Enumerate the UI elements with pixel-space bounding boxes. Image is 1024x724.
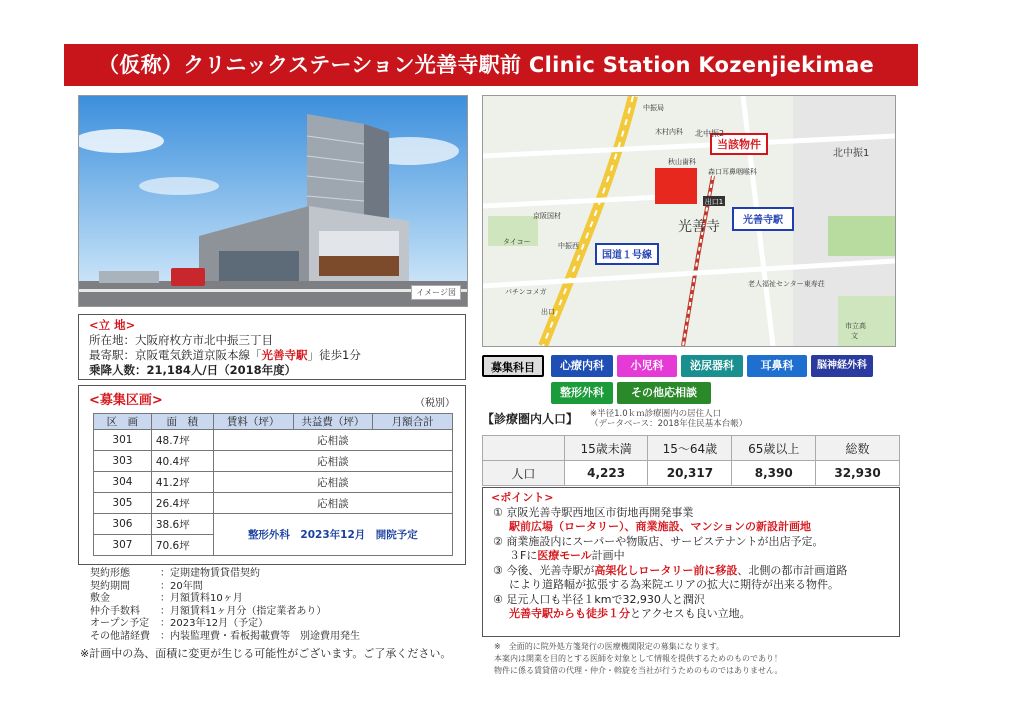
contract-row [90,581,360,594]
contract-terms [90,568,360,644]
dept-badge: 整形外科 [551,382,613,404]
station-map-text: 光善寺 [678,219,720,235]
term-value: ：内装監理費・看板掲載費等 別途費用発生 [160,630,360,642]
area-cell: 41.2坪 [151,472,213,493]
location-heading: <立 地> [89,318,136,332]
term-key: オープン予定 [90,618,150,630]
col-header: 15歳未満 [564,436,648,461]
table-row [94,430,453,451]
map-label: 市立高 [845,322,866,330]
tax-note: （税別） [415,398,455,409]
map-label: タイコー [503,238,531,246]
units-table [93,413,453,556]
dept-badge: 心療内科 [551,355,613,377]
point-1: ① 京阪光善寺駅西地区市街地再開発事業 [493,505,694,519]
population-note-1: ※半径1.0ｋｍ診療圏内の居住人口 [590,409,722,419]
property-label: 当該物件 [717,138,761,151]
dept-badge: その他応相談 [617,382,711,404]
col-header: 区 画 [94,414,152,430]
population-note [590,409,747,429]
point-3 [491,564,891,579]
address-line: 所在地：大阪府枚方市北中振三丁目 [89,333,273,347]
table-row [94,514,453,535]
map-label: 木村内科 [655,128,683,136]
contract-row [90,593,360,606]
area-label-2: 北中振2 [695,129,725,138]
unit-cell: 307 [94,535,152,556]
merged-note-cell: 整形外科 2023年12月 開院予定 [213,514,452,556]
price-cell: 応相談 [213,472,452,493]
term-key: 仲介手数料 [90,605,140,617]
term-value: ：20年間 [160,580,203,592]
departments-label: 募集科目 [482,355,544,377]
population-value: 8,390 [732,461,816,486]
table-header-row [483,436,900,461]
col-header: 賃料（坪） [213,414,293,430]
table-row [94,451,453,472]
term-value: ：定期建物賃貸借契約 [160,568,260,579]
property-marker [655,168,697,204]
page-title: （仮称）クリニックステーション光善寺駅前 Clinic Station Kozenjiekimae [64,44,918,86]
map-label: パチンコメガ [505,288,547,296]
unit-cell: 301 [94,430,152,451]
population-table [482,435,900,486]
dept-badge: 耳鼻科 [747,355,807,377]
area-cell: 40.4坪 [151,451,213,472]
point-1-detail: 駅前広場（ロータリー）、商業施設、マンションの新設計画地 [509,520,812,533]
point-2-prefix: ３Fに [509,549,538,562]
map-label: 中振西 [558,242,579,250]
term-key: 契約形態 [90,568,130,579]
exit-label: 出口1 [704,198,724,206]
map-label: 京阪国材 [533,212,561,220]
unit-cell: 305 [94,493,152,514]
dept-badge: 脳神経外科 [811,355,873,377]
points-heading: <ポイント> [491,491,554,504]
point-4-detail [491,607,891,622]
term-value: ：2023年12月（予定） [160,618,269,630]
unit-cell: 306 [94,514,152,535]
col-header: 月額合計 [373,414,453,430]
table-row [483,461,900,486]
dept-badge: 泌尿器科 [681,355,743,377]
station-line [89,348,455,363]
point-3-prefix: ③ 今後、光善寺駅が [493,563,595,577]
population-value: 32,930 [816,461,900,486]
recruit-heading: <募集区画> [89,393,163,408]
point-4-highlight: 光善寺駅からも徒歩１分 [509,607,630,620]
population-value: 4,223 [564,461,648,486]
population-value: 20,317 [648,461,732,486]
contract-row [90,606,360,619]
riders-line: 乗降人数：21,184人/日（2018年度） [89,363,297,377]
map-label: 中振局 [643,104,664,112]
unit-cell: 303 [94,451,152,472]
map-label: 秋山歯科 [668,158,696,166]
area-cell: 70.6坪 [151,535,213,556]
route-label: 国道１号線 [602,250,652,261]
dept-badge: 小児科 [617,355,677,377]
station-prefix: 最寄駅：京阪電気鉄道京阪本線「 [89,348,262,362]
term-key: その他諸経費 [90,630,150,642]
point-3-suffix: 、北側の都市計画道路 [737,563,848,577]
point-4-suffix: とアクセスも良い立地。 [630,607,751,620]
unit-cell: 304 [94,472,152,493]
footnote: 本案内は開業を目的とする医師を対象として情報を提供するためのものであり！ [494,654,782,663]
row-label: 人口 [483,461,565,486]
image-note-badge: イメージ図 [411,285,461,300]
price-cell: 応相談 [213,451,452,472]
table-row [94,472,453,493]
station-name: 光善寺駅 [261,348,308,362]
col-header: 15～64歳 [648,436,732,461]
price-cell: 応相談 [213,493,452,514]
price-cell: 応相談 [213,430,452,451]
col-header: 65歳以上 [732,436,816,461]
point-2: ② 商業施設内にスーパーや物販店、サービステナントが出店予定。 [493,534,824,548]
area-label: 北中振1 [833,148,870,159]
population-title: 【診療圏内人口】 [482,412,579,426]
point-2-suffix: 計画中 [591,549,625,562]
col-header: 面 積 [151,414,213,430]
map-label: 出口 [541,308,555,316]
contract-row [90,618,360,631]
area-cell: 26.4坪 [151,493,213,514]
point-3-highlight: 高架化しロータリー前に移設 [594,563,738,577]
table-header-row [94,414,453,430]
term-key: 敷金 [90,593,110,605]
points-section [482,487,900,637]
term-key: 契約期間 [90,580,130,592]
empty-header [483,436,565,461]
area-change-note: ※計画中の為、面積に変更が生じる可能性がございます。ご了承ください。 [80,647,452,660]
point-4: ④ 足元人口も半径１kmで32,930人と潤沢 [493,592,705,606]
point-2-highlight: 医療モール [537,549,592,562]
area-cell: 48.7坪 [151,430,213,451]
contract-row [90,568,360,581]
col-header: 共益費（坪） [293,414,373,430]
recruit-section [78,385,466,565]
footnote: ※ 全面的に院外処方箋発行の医療機関限定の募集になります。 [494,642,725,651]
point-2-detail [491,549,891,564]
population-note-2: （データベース：2018年住民基本台帳） [590,419,748,429]
term-value: ：月額賃料10ヶ月 [160,593,243,605]
contract-row [90,631,360,644]
term-value: ：月額賃料1ヶ月分（指定業者あり） [160,605,327,617]
col-header: 総数 [816,436,900,461]
station-label: 光善寺駅 [743,215,783,226]
location-section [78,314,466,380]
footnotes [494,641,782,677]
station-suffix: 」徒歩1分 [307,348,361,362]
point-3-detail: により道路幅が拡張する為来院エリアの拡大に期待が出来る物件。 [509,578,839,591]
area-cell: 38.6坪 [151,514,213,535]
footnote: 物件に係る賃貸借の代理・仲介・斡旋を当社が行うためのものではありません。 [494,666,783,675]
map-label: 老人福祉センター東寿荘 [748,280,825,288]
table-row [94,493,453,514]
map-label: 文 [851,332,858,340]
map-label: 森口耳鼻咽喉科 [708,168,757,176]
area-map [482,95,896,347]
building-rendering-image [78,95,468,307]
